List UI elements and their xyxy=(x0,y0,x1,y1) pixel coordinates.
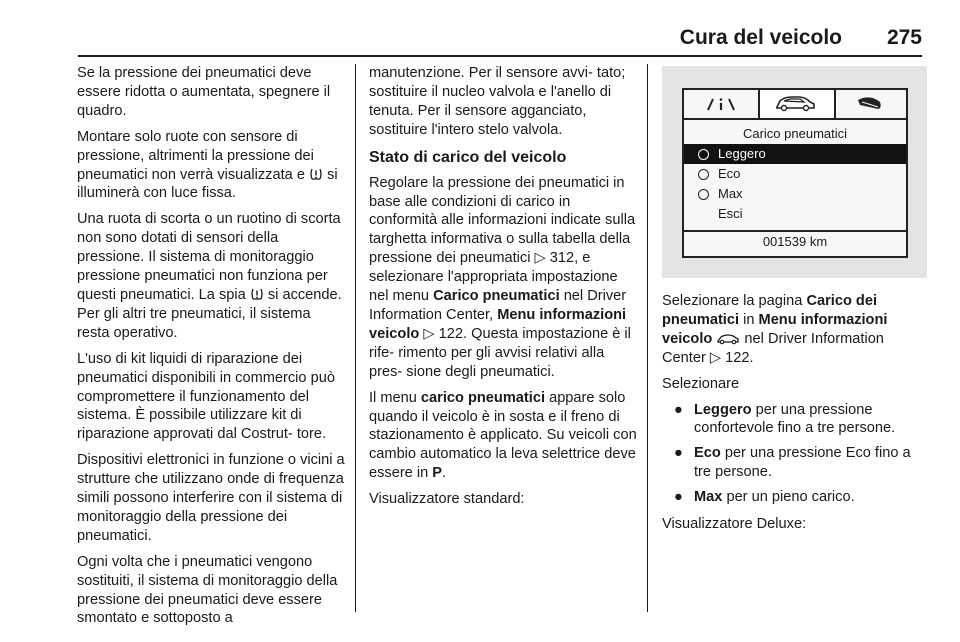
paragraph xyxy=(369,174,639,382)
column-divider xyxy=(355,64,356,612)
bullet-icon: ● xyxy=(674,401,683,418)
option-name: Eco xyxy=(694,445,721,462)
text: Il menu xyxy=(369,389,417,406)
paragraph: Visualizzatore standard: xyxy=(369,491,525,508)
page-reference-icon: ▷ xyxy=(709,349,722,366)
column-1 xyxy=(77,64,347,635)
text: per un pieno carico. xyxy=(726,489,855,506)
text: nel Driver Information Center, xyxy=(369,288,627,323)
page-reference-icon: ▷ xyxy=(423,325,435,342)
option-label: Eco xyxy=(718,166,741,181)
tab-warnings xyxy=(684,90,758,118)
menu-option-max xyxy=(684,184,906,204)
text: 122. xyxy=(725,349,754,366)
section-title: Cura del veicolo xyxy=(679,26,842,49)
gear-position: P xyxy=(432,465,443,482)
menu-name: Menu informazioni veicolo xyxy=(662,311,888,347)
page-header xyxy=(0,0,960,58)
text: 122. Questa impostazione è il rife- rimento per gli avvisi relativi alla pres- sione degli pneumatici. xyxy=(369,325,631,380)
page-reference-icon: ▷ xyxy=(534,250,546,267)
paragraph xyxy=(662,292,930,368)
text: Regolare la pressione dei pneumatici in base alle condizioni di carico in conformità alle informazioni indicate sulla targhetta informativa o sulla tabella della pressione dei pneumatici xyxy=(369,174,636,267)
menu-name: Carico pneumatici xyxy=(433,288,560,305)
paragraph: Ogni volta che i pneumatici vengono sostituiti, il sistema di monitoraggio della pressione dei pneumatici deve essere smontato e sottoposto a xyxy=(77,553,338,627)
text: Montare solo ruote con sensore di pressione, altrimenti la pressione dei pneumatici non verrà visualizzata e xyxy=(77,128,314,183)
warning-info-icon xyxy=(684,90,758,118)
text: nel Driver Information Center xyxy=(662,330,884,366)
paragraph xyxy=(369,389,639,484)
text: si accende. Per gli altri tre pneumatici, il sistema resta operativo. xyxy=(77,286,342,341)
radio-button-icon xyxy=(698,189,709,200)
menu-name: Carico dei pneumatici xyxy=(662,293,877,328)
option-name: Max xyxy=(694,489,723,506)
text: per una pressione confortevole fino a tre persone. xyxy=(694,401,896,437)
paragraph: Visualizzatore Deluxe: xyxy=(662,516,807,533)
radio-button-icon xyxy=(698,149,709,160)
paragraph: L'uso di kit liquidi di riparazione dei pneumatici disponibili in commercio può compromettere il funzionamento del sistema. È possibile utilizzare kit di riparazione approvati dal Costrut- tore. xyxy=(77,350,335,443)
text: . xyxy=(442,465,447,482)
paragraph xyxy=(77,128,347,204)
paragraph: Se la pressione dei pneumatici deve essere ridotta o aumentata, spegnere il quadro. xyxy=(77,65,331,119)
header-rule xyxy=(78,55,922,57)
odometer-readout: 001539 km xyxy=(762,234,828,249)
menu-option-eco xyxy=(684,164,906,184)
driver-information-center-screen xyxy=(682,88,908,258)
option-name: Leggero xyxy=(694,401,752,418)
menu-name: carico pneumatici xyxy=(420,389,546,406)
tab-vehicle-info xyxy=(758,90,836,118)
option-label: Max xyxy=(718,186,743,201)
text: Una ruota di scorta o un ruotino di scorta non sono dotati di sensori della pressione. Il sistema di monitoraggio pressione pneumatici non funziona per questi pneumatici. La spia xyxy=(77,211,341,303)
option-label: Leggero xyxy=(718,146,766,161)
menu-option-leggero xyxy=(684,144,906,164)
paragraph: manutenzione. Per il sensore avvi- tato; sostituire il nucleo valvola e l'anello di tenuta. Per il sensore agganciato, sostituire l'intero stelo valvola. xyxy=(369,65,626,138)
tire-pressure-warning-icon xyxy=(309,167,323,181)
list-item xyxy=(662,488,930,507)
bullet-icon: ● xyxy=(674,489,683,506)
page-number: 275 xyxy=(886,26,922,49)
column-2 xyxy=(369,64,639,516)
tab-eco xyxy=(834,90,906,118)
text: 312, e selezionare l'appropriata impostazione nel menu xyxy=(369,250,618,305)
display-tabs xyxy=(684,90,906,120)
column-divider xyxy=(647,64,648,612)
bullet-icon: ● xyxy=(674,445,683,462)
menu-name: Menu informazioni veicolo xyxy=(369,306,627,342)
text: per una pressione Eco fino a tre persone. xyxy=(694,445,911,481)
tire-pressure-warning-icon xyxy=(250,287,264,301)
list-item xyxy=(662,444,930,482)
paragraph: Selezionare xyxy=(662,375,740,392)
paragraph: Dispositivi elettronici in funzione o vicini a strutture che utilizzano onde di frequenza simili possono interferire con il sistema di monitoraggio della pressione dei pneumatici. xyxy=(77,452,345,544)
menu-option-exit xyxy=(684,204,906,224)
display-figure xyxy=(662,66,927,278)
eco-leaf-car-icon xyxy=(834,90,906,118)
odometer-divider xyxy=(684,230,906,232)
paragraph xyxy=(77,210,347,342)
section-heading: Stato di carico del veicolo xyxy=(369,148,567,166)
list-item xyxy=(662,401,930,439)
option-label: Esci xyxy=(718,206,743,221)
text: in xyxy=(743,311,755,328)
radio-button-icon xyxy=(698,169,709,180)
text: Selezionare la pagina xyxy=(662,293,803,309)
text: appare solo quando il veicolo è in sosta e il freno di stazionamento è applicato. Su veicoli con cambio automatico la leva selettrice deve essere in xyxy=(369,389,637,482)
options-list xyxy=(662,401,930,508)
column-3 xyxy=(662,292,930,541)
car-icon xyxy=(760,90,830,116)
menu-title: Carico pneumatici xyxy=(742,126,848,141)
car-icon xyxy=(716,332,740,345)
text: si illuminerà con luce fissa. xyxy=(77,166,338,202)
